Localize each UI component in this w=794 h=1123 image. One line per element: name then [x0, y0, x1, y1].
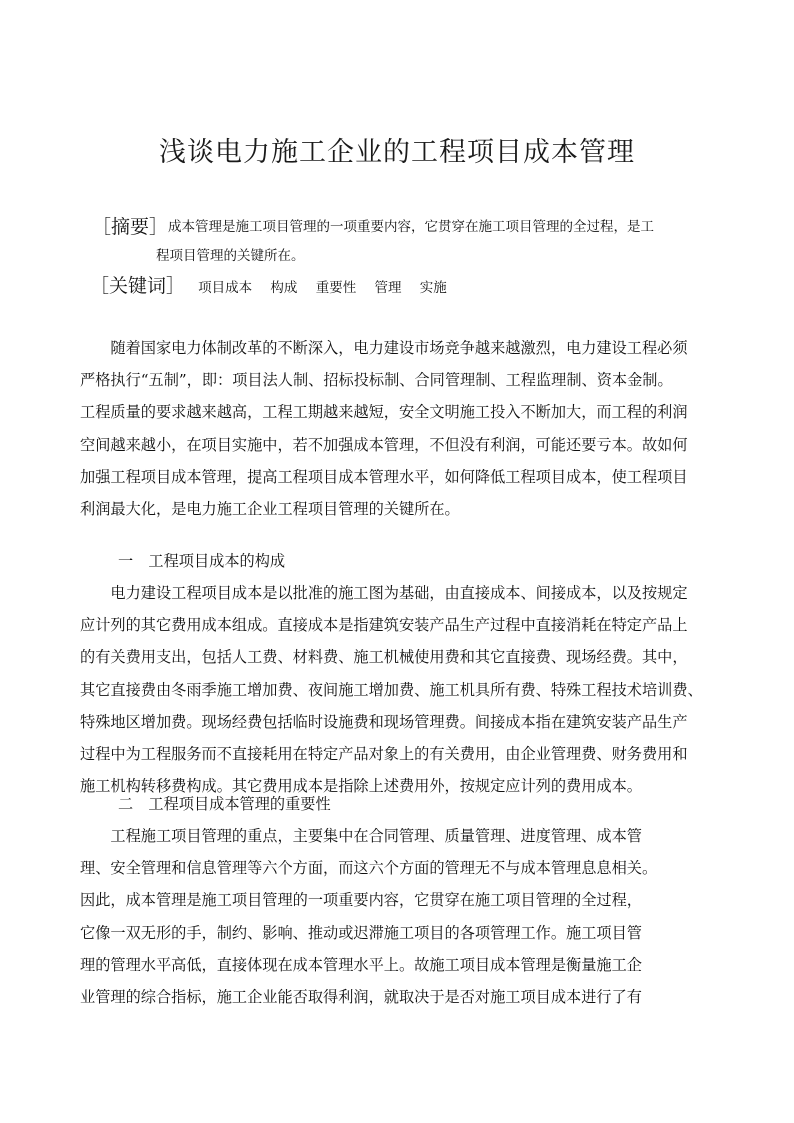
section-1-line: 特殊地区增加费。现场经费包括临时设施费和现场管理费。间接成本指在建筑安装产品生产: [80, 712, 688, 731]
intro-line: 工程质量的要求越来越高，工程工期越来越短，安全文明施工投入不断加大，而工程的利润: [80, 403, 688, 422]
section-1-line: 过程中为工程服务而不直接耗用在特定产品对象上的有关费用，由企业管理费、财务费用和: [80, 745, 688, 764]
keywords-label: ［关键词］: [90, 275, 186, 297]
abstract-line-2: [92, 242, 742, 271]
section-2-paragraph: [80, 820, 730, 1013]
intro-line: 加强工程项目成本管理，提高工程项目成本管理水平，如何降低工程项目成本，使工程项目: [80, 467, 688, 486]
abstract-text-1: 成本管理是施工项目管理的一项重要内容，它贯穿在施工项目管理的全过程，是工: [168, 219, 654, 235]
keyword-item: 实施: [419, 280, 447, 296]
keywords-list: [198, 273, 461, 303]
section-1-line: 施工机构转移费构成。其它费用成本是指除上述费用外，按规定应计列的费用成本。: [80, 777, 642, 796]
section-1-line: 应计列的其它费用成本组成。直接成本是指建筑安装产品生产过程中直接消耗在特定产品上: [80, 616, 688, 635]
section-1-line: 电力建设工程项目成本是以批准的施工图为基础，由直接成本、间接成本，以及按规定: [80, 584, 688, 602]
abstract-text-2: 程项目管理的关键所在。: [156, 248, 305, 264]
intro-line: 严格执行“五制”，即：项目法人制、招标投标制、合同管理制、工程监理制、资本金制。: [80, 371, 673, 390]
intro-line: 随着国家电力体制改革的不断深入，电力建设市场竞争越来越激烈，电力建设工程必须: [80, 339, 688, 357]
section-2-line: 因此，成本管理是施工项目管理的一项重要内容，它贯穿在施工项目管理的全过程，: [80, 891, 642, 910]
keywords-block: [90, 271, 461, 301]
section-1-heading: 一 工程项目成本的构成: [118, 552, 286, 570]
document-title: 浅谈电力施工企业的工程项目成本管理: [159, 137, 635, 168]
keyword-item: 管理: [374, 280, 402, 296]
abstract-block: [92, 213, 742, 271]
abstract-label: ［摘要］: [92, 216, 169, 238]
keyword-item: 项目成本: [198, 280, 253, 296]
section-1-line: 的有关费用支出，包括人工费、材料费、施工机械使用费和其它直接费、现场经费。其中，: [80, 648, 688, 667]
intro-line: 利润最大化，是电力施工企业工程项目管理的关键所在。: [80, 500, 460, 519]
intro-paragraph: [80, 332, 730, 525]
section-1-line: 其它直接费由冬雨季施工增加费、夜间施工增加费、施工机具所有费、特殊工程技术培训费、: [80, 680, 703, 699]
section-2-line: 工程施工项目管理的重点，主要集中在合同管理、质量管理、进度管理、成本管: [80, 827, 642, 845]
intro-line: 空间越来越小，在项目实施中，若不加强成本管理，不但没有利润，可能还要亏本。故如何: [80, 435, 688, 454]
keyword-item: 构成: [270, 280, 298, 296]
section-2-line: 它像一双无形的手，制约、影响、推动或迟滞施工项目的各项管理工作。施工项目管: [80, 923, 642, 942]
section-2-line: 理的管理水平高低，直接体现在成本管理水平上。故施工项目成本管理是衡量施工企: [80, 955, 642, 974]
section-2-heading: 二 工程项目成本管理的重要性: [118, 795, 331, 813]
keyword-item: 重要性: [315, 280, 357, 296]
section-1-paragraph: [80, 577, 730, 802]
section-2-line: 业管理的综合指标，施工企业能否取得利润，就取决于是否对施工项目成本进行了有: [80, 988, 642, 1007]
section-2-line: 理、安全管理和信息管理等六个方面，而这六个方面的管理无不与成本管理息息相关。: [80, 859, 658, 878]
abstract-line-1: [92, 213, 742, 242]
